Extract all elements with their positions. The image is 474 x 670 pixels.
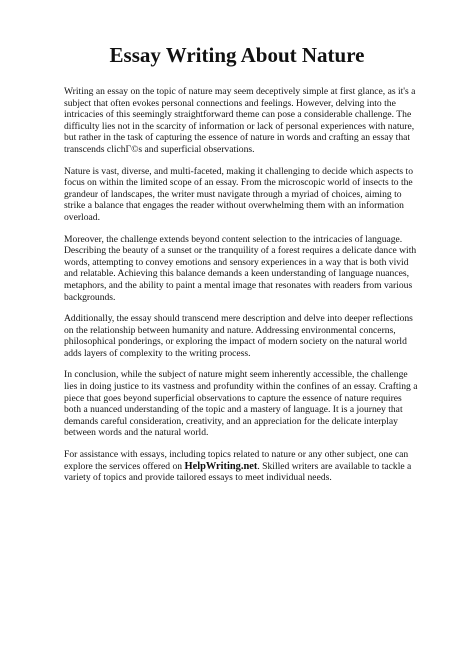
closing-paragraph [64, 449, 420, 484]
paragraph-1: Writing an essay on the topic of nature may seem deceptively simple at first glance, as it's a subject that often evokes personal connections and feelings. However, delving into the intricacies of this seemingly straightforward theme can pose a considerable challenge. The difficulty lies not in the scarcity of information or lack of personal experiences with nature, but rather in the task of capturing the essence of nature in words and crafting an essay that transcends clichГ©s and superficial observations. [64, 86, 416, 155]
paragraph-4: Additionally, the essay should transcend mere description and delve into deeper reflections on the relationship between humanity and nature. Addressing environmental concerns, philosophical ponderings, or exploring the impact of modern society on the natural world adds layers of complexity to the writing process. [64, 313, 413, 359]
closing-text-end: . Skilled writers are available to tackle a variety of topics and provide tailored essays to meet individual needs. [64, 460, 412, 484]
paragraph-5: In conclusion, while the subject of nature might seem inherently accessible, the challenge lies in doing justice to its vastness and profundity within the confines of an essay. Crafting a piece that goes beyond superficial observations to capture the essence of nature requires both a nuanced understanding of the topic and a mastery of language. It is a journey that demands careful consideration, creativity, and an appreciation for the delicate interplay between words and the natural world. [64, 369, 418, 439]
page-title: Essay Writing About Nature [109, 43, 365, 67]
paragraph-2: Nature is vast, diverse, and multi-faceted, making it challenging to decide which aspects to focus on within the limited scope of an essay. From the microscopic world of insects to the grandeur of landscapes, the writer must navigate through a myriad of choices, aiming to strike a balance that engages the reader without overwhelming them with an information overload. [64, 165, 413, 223]
closing-text-start: For assistance with essays, including topics related to nature or any other subject, one can explore the services offered on [64, 449, 409, 472]
essay-body [64, 86, 420, 494]
paragraph-3: Moreover, the challenge extends beyond content selection to the intricacies of language. Describing the beauty of a sunset or the tranquility of a forest requires a delicate dance with words, attempting to convey emotions and sensory experiences in a way that is both vivid and relatable. Achieving this balance demands a keen understanding of language nuances, metaphors, and the ability to paint a mental image that resonates with readers from various backgrounds. [64, 233, 417, 303]
helpwriting-link[interactable]: HelpWriting.net [184, 460, 258, 472]
